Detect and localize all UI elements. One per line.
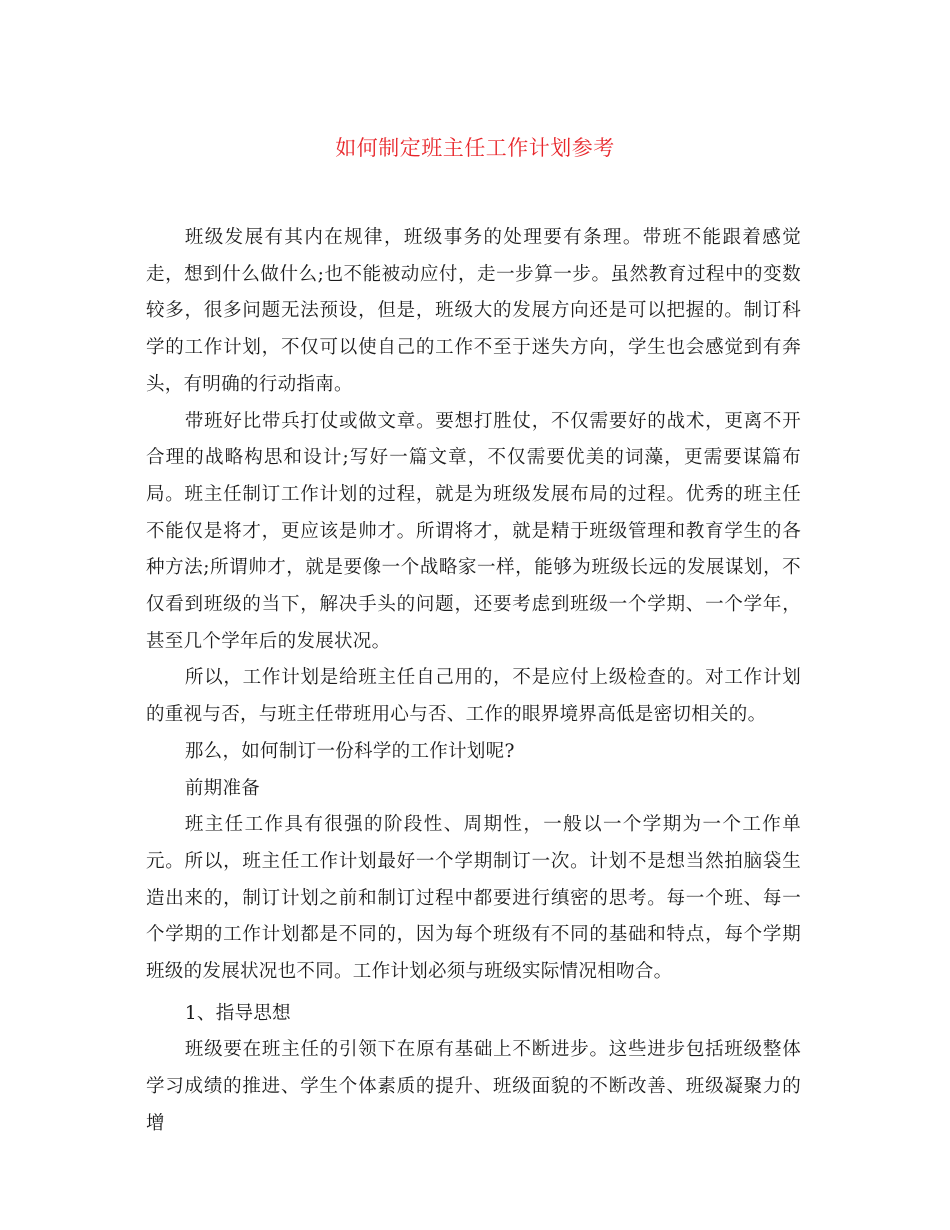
section-heading-guiding-thought: 1、指导思想 bbox=[184, 1002, 291, 1024]
document-title: 如何制定班主任工作计划参考 bbox=[335, 136, 615, 160]
paragraph-guiding-thought: 班级要在班主任的引领下在原有基础上不断进步。这些进步包括班级整体学习成绩的推进、学生个体素质的提升、班级面貌的不断改善、班级凝聚力的增 bbox=[146, 1039, 801, 1134]
paragraph-question: 那么，如何制订一份科学的工作计划呢? bbox=[184, 740, 515, 762]
paragraph-intro: 班级发展有其内在规律，班级事务的处理要有条理。带班不能跟着感觉走，想到什么做什么;也不能被动应付，走一步算一步。虽然教育过程中的变数较多，很多问题无法预设，但是，班级大的发展方向还是可以把握的。制订科学的工作计划，不仅可以使自己的工作不至于迷失方向，学生也会感觉到有奔头，有明确的行动指南。 bbox=[146, 227, 801, 395]
paragraph-strategy: 带班好比带兵打仗或做文章。要想打胜仗，不仅需要好的战术，更离不开合理的战略构思和设计;写好一篇文章，不仅需要优美的词藻，更需要谋篇布局。班主任制订工作计划的过程，就是为班级发展布局的过程。优秀的班主任不能仅是将才，更应该是帅才。所谓将才，就是精于班级管理和教育学生的各种方法;所谓帅才，就是要像一个战略家一样，能够为班级长远的发展谋划，不仅看到班级的当下，解决手头的问题，还要考虑到班级一个学期、一个学年，甚至几个学年后的发展状况。 bbox=[146, 410, 801, 652]
document-body bbox=[146, 220, 801, 1143]
section-heading-preparation: 前期准备 bbox=[184, 777, 261, 799]
paragraph-purpose: 所以，工作计划是给班主任自己用的，不是应付上级检查的。对工作计划的重视与否，与班主任带班用心与否、工作的眼界境界高低是密切相关的。 bbox=[146, 667, 801, 726]
paragraph-preparation: 班主任工作具有很强的阶段性、周期性，一般以一个学期为一个工作单元。所以，班主任工作计划最好一个学期制订一次。计划不是想当然拍脑袋生造出来的，制订计划之前和制订过程中都要进行缜密的思考。每一个班、每一个学期的工作计划都是不同的，因为每个班级有不同的基础和特点，每个学期班级的发展状况也不同。工作计划必须与班级实际情况相吻合。 bbox=[146, 814, 801, 983]
